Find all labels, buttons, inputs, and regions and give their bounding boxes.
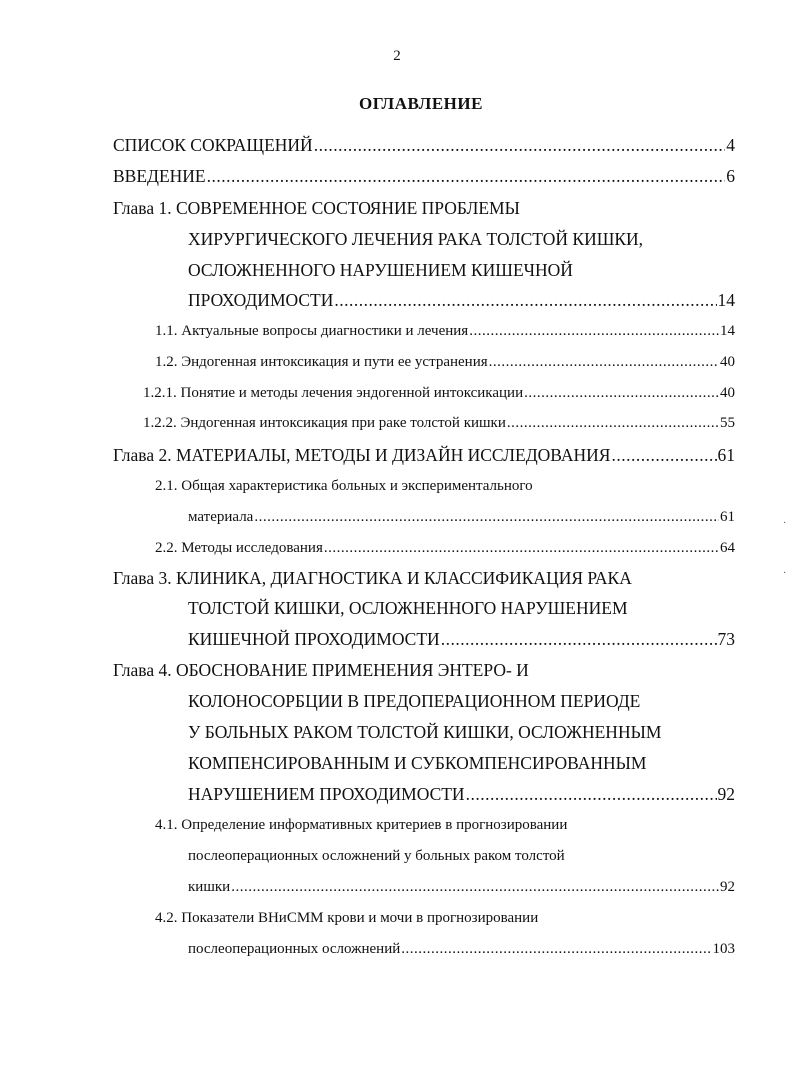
toc-section-1-2-1 xyxy=(143,385,735,402)
toc-entry-text: У БОЛЬНЫХ РАКОМ ТОЛСТОЙ КИШКИ, ОСЛОЖНЕННЫМ xyxy=(188,722,662,742)
toc-section-4-2-line-1 xyxy=(155,910,735,927)
toc-page-number: 61 xyxy=(717,445,735,465)
toc-entry-text: 1.1. Актуальные вопросы диагностики и лечения xyxy=(155,323,469,339)
toc-page-number: 40 xyxy=(720,354,735,370)
toc-entry-text: ПРОХОДИМОСТИ xyxy=(188,290,334,310)
toc-entry-text: Глава 3. КЛИНИКА, ДИАГНОСТИКА И КЛАССИФИКАЦИЯ РАКА xyxy=(113,568,632,588)
leader-dots xyxy=(507,415,719,432)
toc-page-number: 92 xyxy=(717,784,735,804)
toc-chapter-3-line-1 xyxy=(113,568,735,589)
toc-section-1-2 xyxy=(155,354,735,371)
toc-section-4-1-line-3 xyxy=(188,879,735,896)
toc-title: ОГЛАВЛЕНИЕ xyxy=(359,94,483,113)
toc-entry-text: 1.2.2. Эндогенная интоксикация при раке толстой кишки xyxy=(143,415,506,431)
toc-chapter-3-line-2 xyxy=(188,598,735,619)
toc-entry-text: КОЛОНОСОРБЦИИ В ПРЕДОПЕРАЦИОННОМ ПЕРИОДЕ xyxy=(188,691,641,711)
toc-page-number: 92 xyxy=(720,879,735,895)
toc-page-number: 14 xyxy=(720,323,735,339)
toc-section-1-2-2 xyxy=(143,415,735,432)
toc-section-2-1-line-2 xyxy=(188,509,735,526)
leader-dots xyxy=(207,166,726,187)
toc-page-number: 4 xyxy=(726,135,735,155)
toc-entry-text: послеоперационных осложнений у больных раком толстой xyxy=(188,848,565,864)
toc-chapter-4-line-2 xyxy=(188,691,735,712)
leader-dots xyxy=(314,135,726,156)
toc-entry-text: 2.2. Методы исследования xyxy=(155,540,323,556)
toc-page-number: 73 xyxy=(717,629,735,649)
toc-entry-text: КИШЕЧНОЙ ПРОХОДИМОСТИ xyxy=(188,629,440,649)
toc-entry-text: ВВЕДЕНИЕ xyxy=(113,166,206,186)
leader-dots xyxy=(489,354,719,371)
toc-section-4-2-line-2 xyxy=(188,941,735,958)
toc-entry-text: 1.2.1. Понятие и методы лечения эндогенной интоксикации xyxy=(143,385,524,401)
toc-chapter-2 xyxy=(113,445,735,466)
leader-dots xyxy=(469,323,719,340)
toc-entry-text: 1.2. Эндогенная интоксикация и пути ее устранения xyxy=(155,354,488,370)
scan-speck: · xyxy=(783,568,787,579)
leader-dots xyxy=(334,290,716,311)
leader-dots xyxy=(231,879,719,896)
leader-dots xyxy=(324,540,719,557)
toc-entry-text: 2.1. Общая характеристика больных и экспериментального xyxy=(155,478,533,494)
toc-section-1-1 xyxy=(155,323,735,340)
toc-entry-text: материала xyxy=(188,509,254,525)
page-number: 2 xyxy=(393,48,401,64)
toc-chapter-1-line-1 xyxy=(113,198,735,219)
toc-entry-text: НАРУШЕНИЕМ ПРОХОДИМОСТИ xyxy=(188,784,465,804)
toc-chapter-1-line-2 xyxy=(188,229,735,250)
toc-page-number: 55 xyxy=(720,415,735,431)
toc-entry-abbreviations xyxy=(113,135,735,156)
leader-dots xyxy=(611,445,716,466)
toc-entry-introduction xyxy=(113,166,735,187)
toc-entry-text: Глава 2. МАТЕРИАЛЫ, МЕТОДЫ И ДИЗАЙН ИССЛЕДОВАНИЯ xyxy=(113,445,611,465)
toc-page-number: 61 xyxy=(720,509,735,525)
scan-speck: · xyxy=(783,518,787,529)
toc-page-number: 103 xyxy=(712,941,735,957)
toc-entry-text: ОСЛОЖНЕННОГО НАРУШЕНИЕМ КИШЕЧНОЙ xyxy=(188,260,573,280)
toc-chapter-4-line-1 xyxy=(113,660,735,681)
toc-chapter-1-line-3 xyxy=(188,260,735,281)
toc-entry-text: 4.1. Определение информативных критериев в прогнозировании xyxy=(155,817,568,833)
toc-entry-text: 4.2. Показатели ВНиСММ крови и мочи в прогнозировании xyxy=(155,910,539,926)
toc-entry-text: Глава 4. ОБОСНОВАНИЕ ПРИМЕНЕНИЯ ЭНТЕРО- И xyxy=(113,660,529,680)
leader-dots xyxy=(524,385,719,402)
toc-entry-text: КОМПЕНСИРОВАННЫМ И СУБКОМПЕНСИРОВАННЫМ xyxy=(188,753,647,773)
leader-dots xyxy=(441,629,717,650)
toc-entry-text: кишки xyxy=(188,879,231,895)
toc-entry-text: послеоперационных осложнений xyxy=(188,941,401,957)
toc-chapter-1-line-4 xyxy=(188,290,735,311)
toc-page-number: 64 xyxy=(720,540,735,556)
toc-chapter-4-line-3 xyxy=(188,722,735,743)
toc-section-4-1-line-2 xyxy=(188,848,735,865)
toc-section-2-2 xyxy=(155,540,735,557)
toc-section-2-1-line-1 xyxy=(155,478,735,495)
toc-entry-text: Глава 1. СОВРЕМЕННОЕ СОСТОЯНИЕ ПРОБЛЕМЫ xyxy=(113,198,520,218)
toc-chapter-4-line-4 xyxy=(188,753,735,774)
toc-chapter-4-line-5 xyxy=(188,784,735,805)
toc-section-4-1-line-1 xyxy=(155,817,735,834)
toc-entry-text: ТОЛСТОЙ КИШКИ, ОСЛОЖНЕННОГО НАРУШЕНИЕМ xyxy=(188,598,628,618)
toc-page-number: 6 xyxy=(726,166,735,186)
toc-entry-text: ХИРУРГИЧЕСКОГО ЛЕЧЕНИЯ РАКА ТОЛСТОЙ КИШКИ, xyxy=(188,229,644,249)
leader-dots xyxy=(254,509,719,526)
leader-dots xyxy=(401,941,711,958)
leader-dots xyxy=(466,784,717,805)
toc-page-number: 14 xyxy=(717,290,735,310)
toc-chapter-3-line-3 xyxy=(188,629,735,650)
toc-page-number: 40 xyxy=(720,385,735,401)
toc-entry-text: СПИСОК СОКРАЩЕНИЙ xyxy=(113,135,313,155)
